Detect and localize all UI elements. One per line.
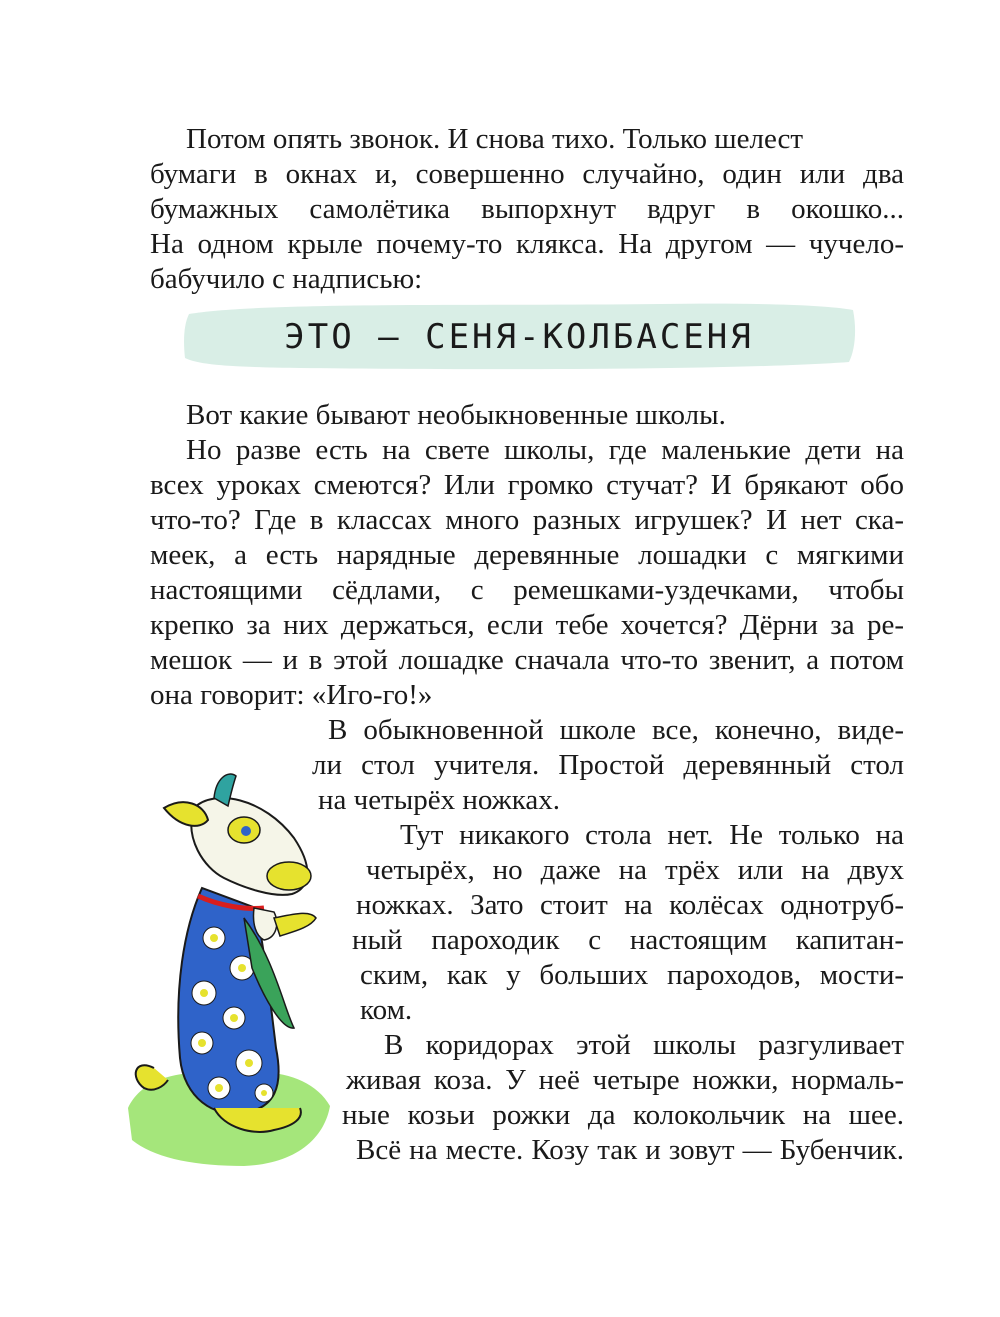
goat-tail: [136, 1065, 168, 1089]
text-line: крепко за них держаться, если тебе хочется? Дёрни за ре-: [150, 609, 904, 641]
text-line: Тут никакого стола нет. Не только на: [400, 819, 904, 851]
banner-text: ЭТО — СЕНЯ-КОЛБАСЕНЯ: [284, 317, 754, 357]
text-line: На одном крыле почему-то клякса. На другом — чучело-: [150, 228, 904, 260]
goat-muzzle: [267, 862, 311, 890]
text-line: ный пароходик с настоящим капитан-: [352, 924, 904, 956]
text-line: Потом опять звонок. И снова тихо. Только шелест: [186, 123, 804, 155]
text-line: В обыкновенной школе все, конечно, виде-: [328, 714, 904, 746]
text-line: Но разве есть на свете школы, где маленькие дети на: [186, 434, 904, 466]
banner-brush-stroke: [181, 300, 858, 372]
text-line: бабучило с надписью:: [150, 263, 423, 295]
text-line: бумажных самолётика выпорхнут вдруг в окошко...: [150, 193, 904, 225]
text-line: что-то? Где в классах много разных игрушек? И нет ска-: [150, 504, 904, 536]
text-line: В коридорах этой школы разгуливает: [384, 1029, 904, 1061]
text-line: ножках. Зато стоит на колёсах однотруб-: [356, 889, 904, 921]
text-line: четырёх, но даже на трёх или на двух: [366, 854, 904, 886]
text-line: она говорит: «Иго-го!»: [150, 679, 433, 711]
text-line: бумаги в окнах и, совершенно случайно, один или два: [150, 158, 904, 190]
text-line: всех уроках смеются? Или громко стучат? И брякают обо: [150, 469, 904, 501]
goat-illustration: [124, 768, 334, 1168]
text-line: ским, как у больших пароходов, мости-: [360, 959, 904, 991]
text-line: настоящими сёдлами, с ремешками-уздечками, чтобы: [150, 574, 904, 606]
text-line: ные козьи рожки да колокольчик на шее.: [342, 1099, 904, 1131]
text-line: живая коза. У неё четыре ножки, нормаль-: [346, 1064, 904, 1096]
text-line: ком.: [360, 994, 413, 1026]
text-line: Всё на месте. Козу так и зовут — Бубенчик.: [356, 1134, 904, 1166]
text-line: Вот какие бывают необыкновенные школы.: [186, 399, 726, 431]
handwritten-inscription-banner: [181, 300, 858, 372]
goat-front-leg: [274, 913, 316, 936]
text-line: меек, а есть нарядные деревянные лошадки с мягкими: [150, 539, 904, 571]
text-line: мешок — и в этой лошадке сначала что-то звенит, а потом: [150, 644, 904, 676]
goat-drawing: [124, 768, 334, 1168]
text-line: ли стол учителя. Простой деревянный стол: [312, 749, 904, 781]
text-line: на четырёх ножках.: [318, 784, 560, 816]
